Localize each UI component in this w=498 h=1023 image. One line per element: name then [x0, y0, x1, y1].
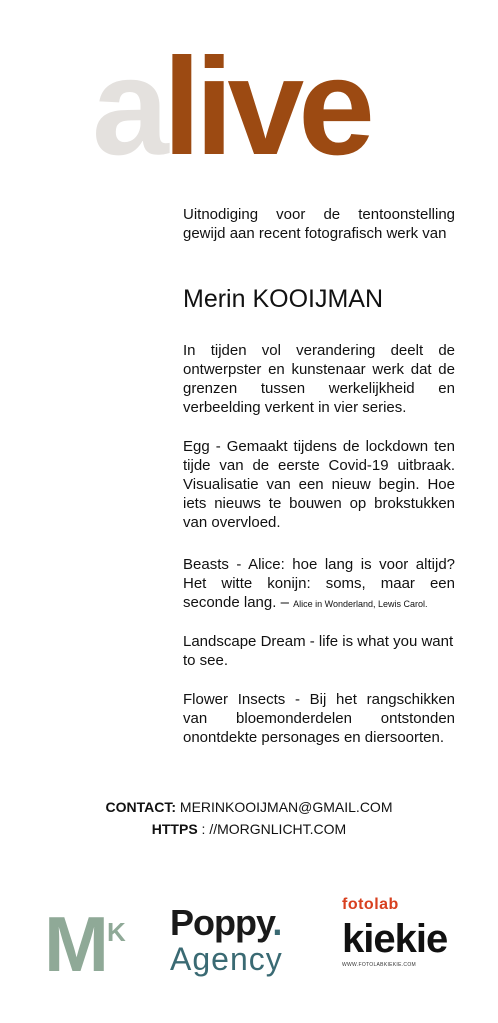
mk-logo-k: K [106, 917, 126, 947]
fotolab-text: fotolab [342, 896, 399, 913]
artist-name: Merin KOOIJMAN [183, 285, 384, 313]
contact-url-line [0, 818, 498, 840]
kiekie-text: kiekie [342, 917, 448, 961]
mk-logo [44, 900, 126, 988]
logo-a: a [92, 30, 163, 184]
paragraph-beasts [183, 555, 455, 614]
invitation-intro: Uitnodiging voor de tentoonstelling gewijd aan recent fotografisch werk van [183, 206, 455, 242]
poppy-text: Poppy [170, 902, 273, 943]
beasts-text: Beasts - Alice: hoe lang is voor altijd? Het witte konijn: soms, maar een seconde lang. – [183, 556, 455, 611]
kiekie-url: WWW.FOTOLABKIEKIE.COM [342, 962, 416, 968]
poppy-dot: . [272, 902, 282, 943]
contact-email-line [0, 796, 498, 818]
contact-url[interactable]: : //MORGNLICHT.COM [197, 821, 347, 837]
contact-email[interactable]: MERINKOOIJMAN@GMAIL.COM [176, 799, 393, 815]
paragraph-landscape: Landscape Dream - life is what you want to see. [183, 633, 454, 669]
fotolab-kiekie-logo [342, 896, 462, 968]
paragraph-flower-insects: Flower Insects - Bij het rangschikken van bloemonderdelen ontstonden onontdekte personages en diersoorten. [183, 691, 455, 746]
quote-source: Alice in Wonderland, Lewis Carol. [293, 599, 428, 609]
paragraph-egg: Egg - Gemaakt tijdens de lockdown ten tijde van de eerste Covid-19 uitbraak. Visualisatie van een nieuw begin. Hoe iets nieuws te bouwen op brokstukken van overvloed. [183, 438, 455, 531]
poppy-line [170, 902, 283, 943]
logo-live: live [162, 30, 369, 184]
mk-logo-m: M [44, 900, 107, 988]
contact-label: CONTACT: [105, 799, 177, 815]
contact-block [0, 796, 498, 840]
alive-logo [92, 30, 369, 184]
poppy-agency-logo [170, 902, 283, 977]
paragraph-intro: In tijden vol verandering deelt de ontwerpster en kunstenaar werk dat de grenzen tussen werkelijkheid en verbeelding verkent in vier series. [183, 342, 455, 416]
https-label: HTTPS [151, 821, 198, 837]
agency-text: Agency [170, 941, 283, 977]
